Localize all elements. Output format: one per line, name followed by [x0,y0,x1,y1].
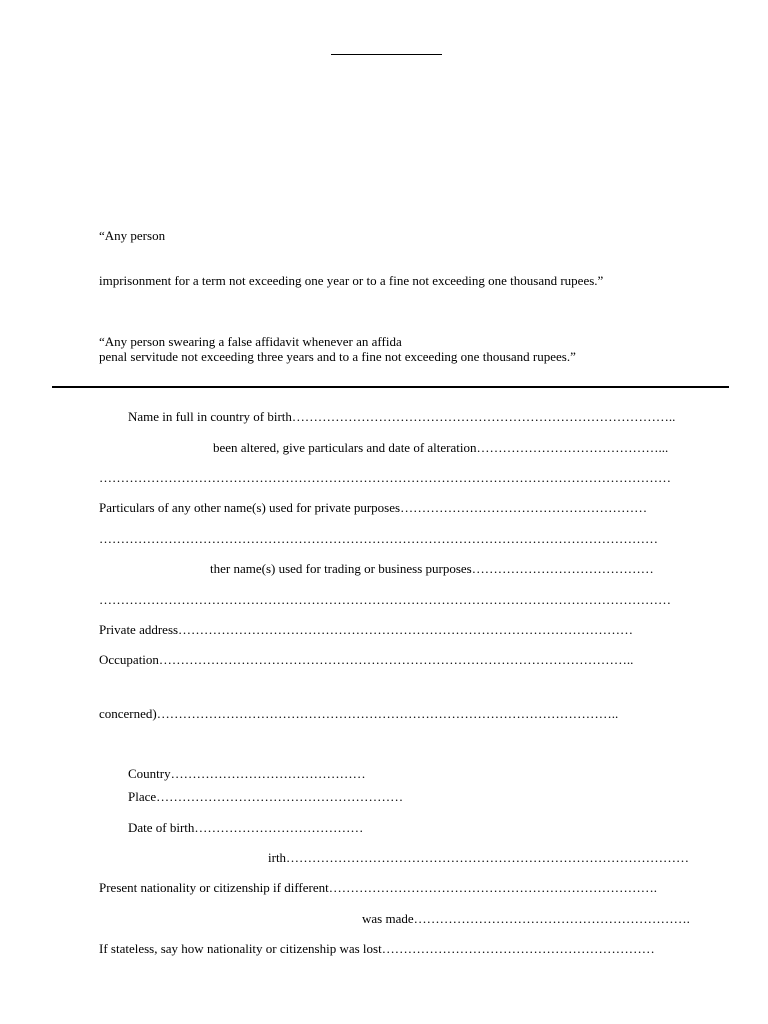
was-made-field[interactable]: was made………………………………………………………. [362,911,690,926]
dotted-continuation-line-3[interactable]: …………………………………………………………………………………………………………………… [99,592,671,607]
trading-names-field[interactable]: ther name(s) used for trading or business purposes…………………………………… [210,561,654,576]
quote-1-end: imprisonment for a term not exceeding one year or to a fine not exceeding one thousand rupees.” [99,273,604,288]
quote-2-line-1: “Any person swearing a false affidavit whenever an affida [99,334,402,349]
title-underline [331,54,442,55]
concerned-field[interactable]: concerned)…………………………………………………………………………………………….. [99,706,619,721]
country-field[interactable]: Country……………………………………… [128,766,366,781]
birth-related-field[interactable]: irth………………………………………………………………………………… [268,850,690,865]
name-altered-field[interactable]: been altered, give particulars and date of alteration……………………………………... [213,440,669,455]
stateless-field[interactable]: If stateless, say how nationality or citizenship was lost……………………………………………………… [99,941,655,956]
quote-1-start: “Any person [99,228,166,243]
quote-2-line-2: penal servitude not exceeding three years and to a fine not exceeding one thousand rupees.” [99,349,576,364]
occupation-field[interactable]: Occupation……………………………………………………………………………………………….. [99,652,634,667]
date-of-birth-field[interactable]: Date of birth………………………………… [128,820,364,835]
dotted-continuation-line-2[interactable]: ………………………………………………………………………………………………………………… [99,531,658,546]
present-nationality-field[interactable]: Present nationality or citizenship if different…………………………………………………………………. [99,880,657,895]
private-address-field[interactable]: Private address…………………………………………………………………………………………… [99,622,634,637]
dotted-continuation-line-1[interactable]: …………………………………………………………………………………………………………………… [99,470,671,485]
place-field[interactable]: Place………………………………………………… [128,789,404,804]
section-divider [52,386,729,388]
private-names-field[interactable]: Particulars of any other name(s) used for private purposes………………………………………………… [99,500,648,515]
name-in-full-field[interactable]: Name in full in country of birth…………………………………………………………………………….. [128,409,676,424]
